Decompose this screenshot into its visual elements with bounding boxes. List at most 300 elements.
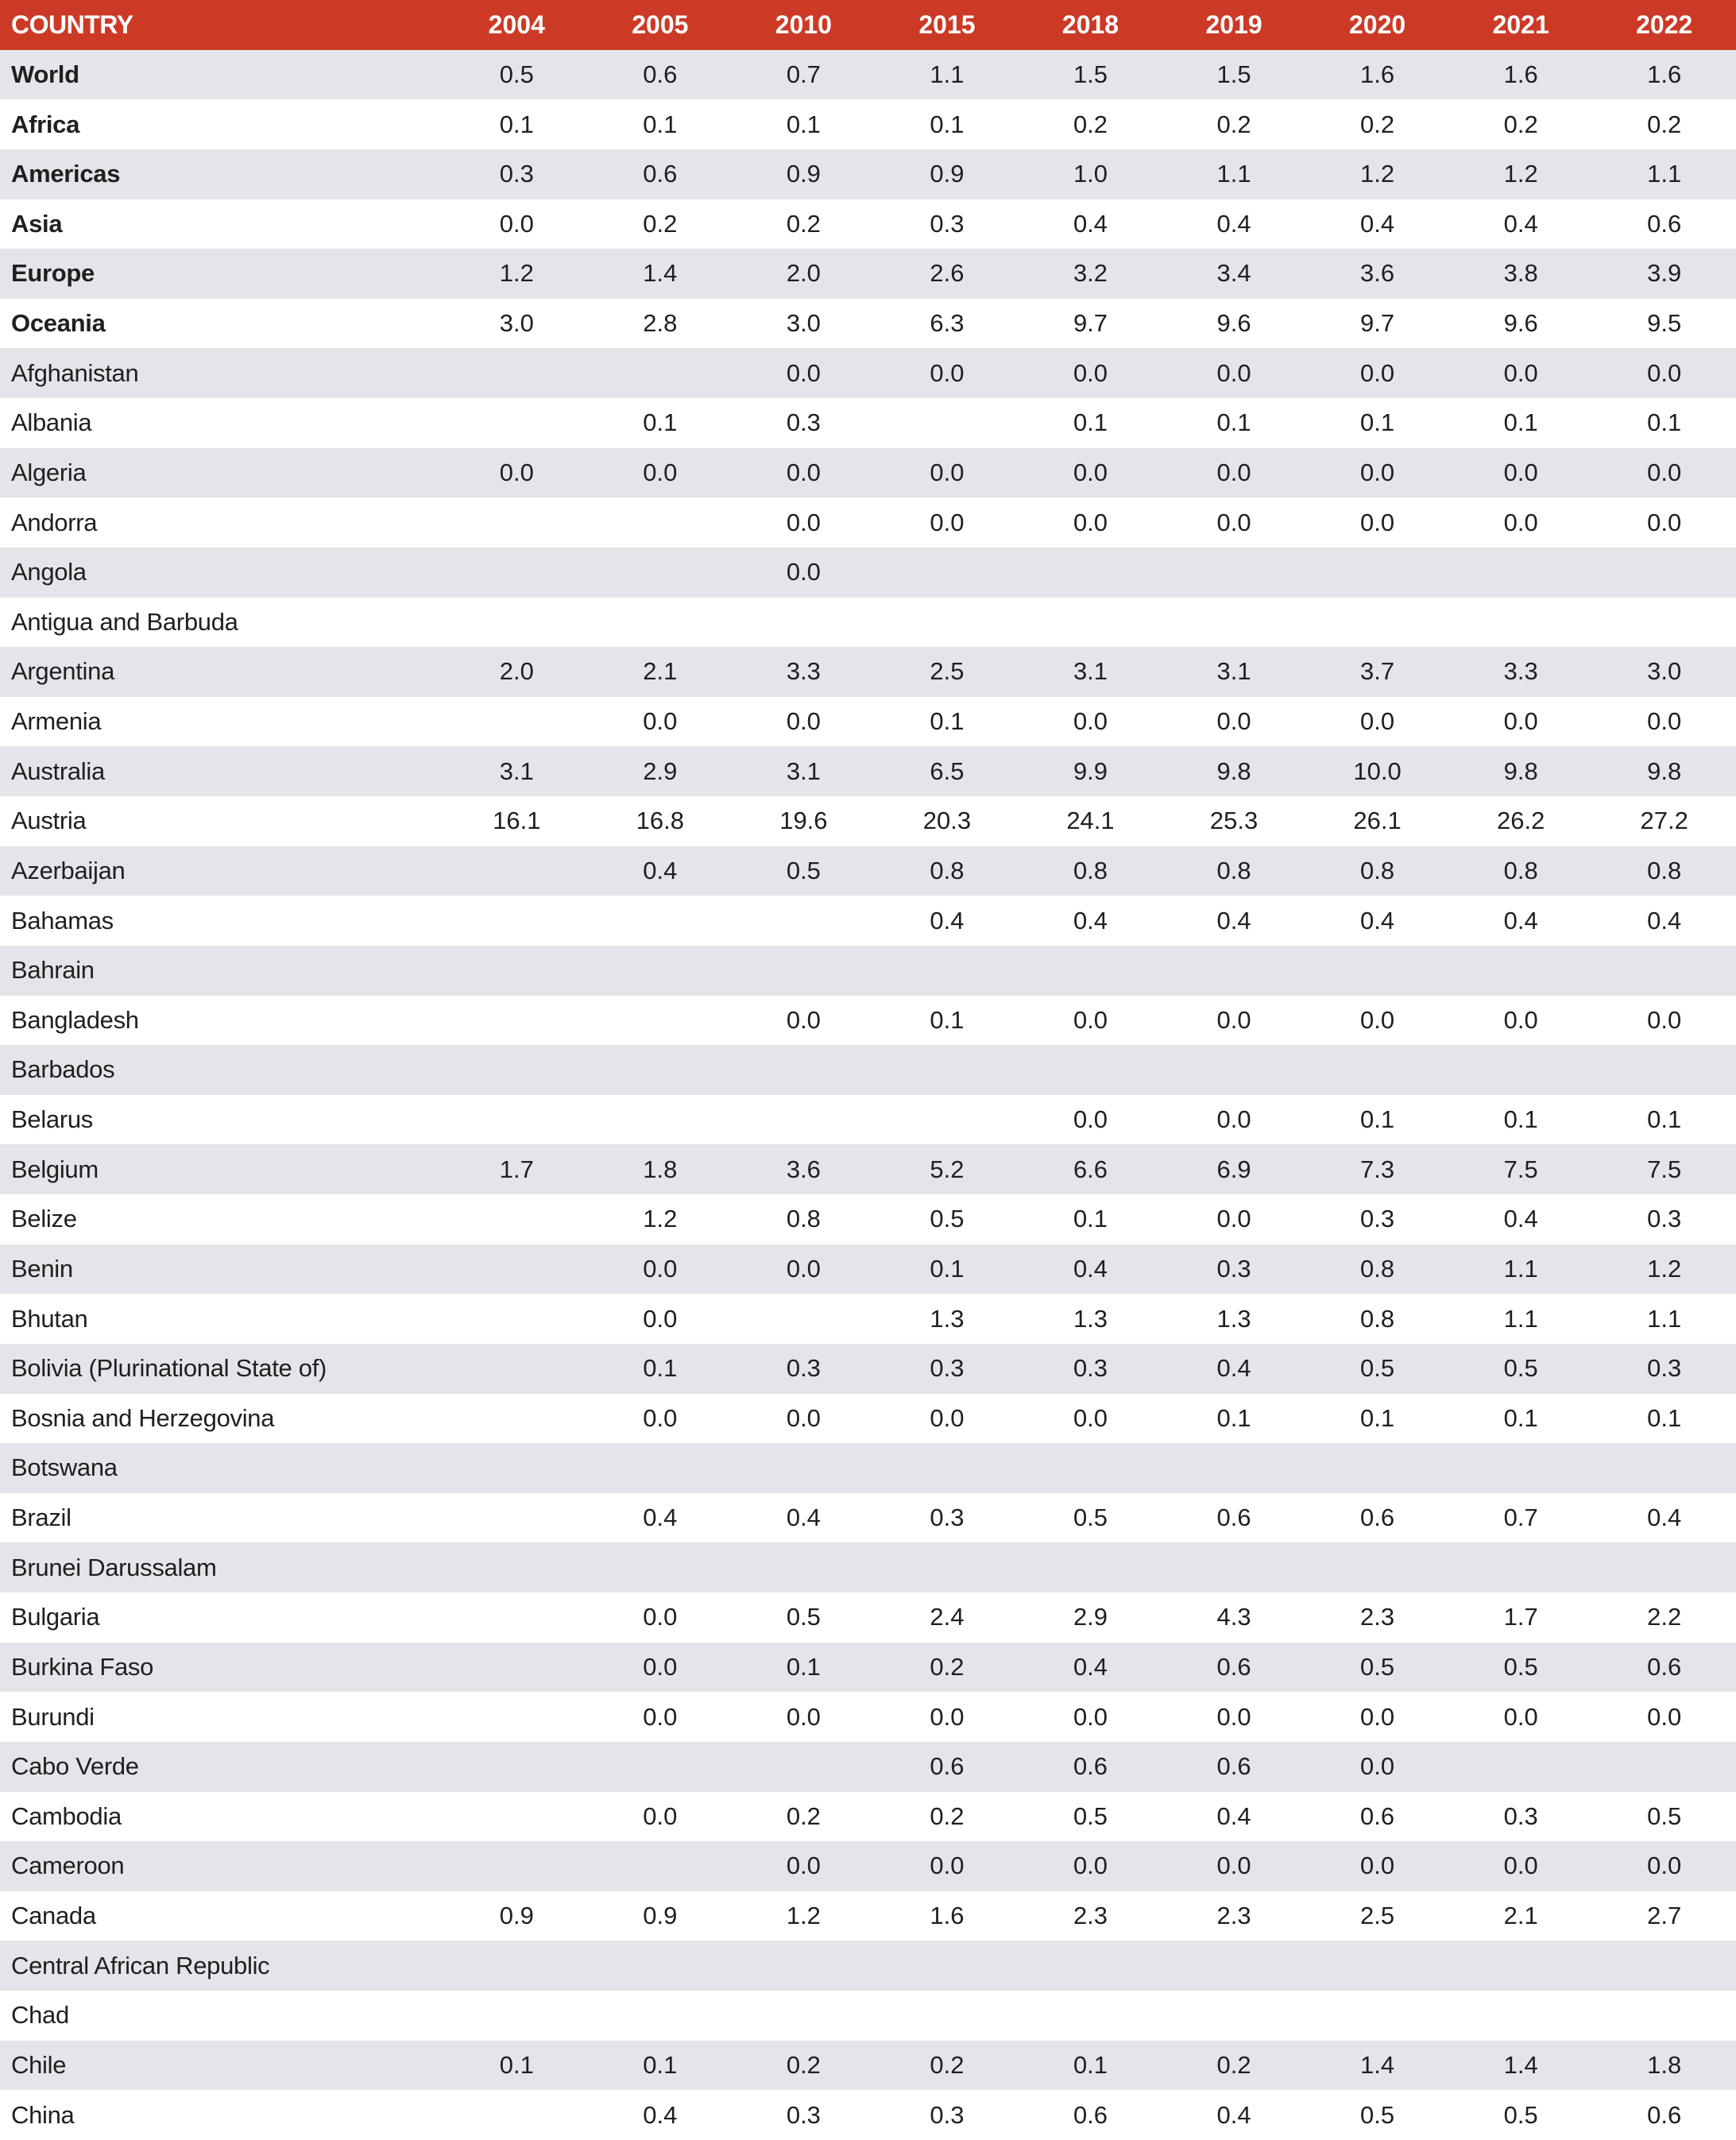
value-cell-2020: 2.5 — [1360, 1902, 1395, 1930]
table-row — [0, 1294, 1736, 1344]
value-cell-2015: 0.0 — [930, 458, 965, 486]
table-row — [0, 199, 1736, 250]
value-cell-2015: 1.6 — [930, 1902, 965, 1930]
value-cell-2005: 2.9 — [643, 757, 678, 785]
value-cell-2021: 1.6 — [1503, 60, 1538, 88]
value-cell-2022: 9.5 — [1647, 309, 1682, 338]
country-name-cell: Bahrain — [11, 956, 95, 985]
value-cell-2022: 0.6 — [1647, 2100, 1682, 2129]
country-name-cell: Bhutan — [11, 1304, 88, 1333]
table-row — [0, 348, 1736, 398]
country-name-cell: Belize — [11, 1205, 77, 1233]
value-cell-2005: 0.0 — [643, 707, 678, 736]
value-cell-2019: 9.8 — [1216, 757, 1251, 785]
value-cell-2005: 2.8 — [643, 309, 678, 338]
column-header-2004: 2004 — [488, 10, 545, 39]
column-header-2022: 2022 — [1636, 10, 1693, 39]
value-cell-2021: 3.3 — [1503, 657, 1538, 686]
value-cell-2005: 0.0 — [643, 1403, 678, 1432]
value-cell-2020: 9.7 — [1360, 309, 1395, 338]
value-cell-2018: 24.1 — [1066, 807, 1115, 835]
country-name-cell: Belarus — [11, 1105, 94, 1134]
value-cell-2021: 0.5 — [1503, 1652, 1538, 1681]
table-row — [0, 1841, 1736, 1891]
value-cell-2022: 0.0 — [1647, 1005, 1682, 1034]
value-cell-2018: 0.0 — [1073, 1105, 1108, 1134]
table-row — [0, 1692, 1736, 1742]
value-cell-2018: 0.0 — [1073, 1702, 1108, 1731]
value-cell-2010: 3.3 — [786, 657, 821, 686]
country-name-cell: China — [11, 2100, 75, 2129]
value-cell-2005: 0.1 — [643, 1354, 678, 1383]
value-cell-2022: 0.0 — [1647, 1852, 1682, 1880]
table-row — [0, 50, 1736, 100]
value-cell-2020: 0.1 — [1360, 1105, 1395, 1134]
column-header-2020: 2020 — [1349, 10, 1406, 39]
value-cell-2010: 0.4 — [786, 1503, 821, 1532]
value-cell-2015: 6.5 — [930, 757, 965, 785]
value-cell-2022: 0.0 — [1647, 458, 1682, 486]
value-cell-2020: 0.6 — [1360, 1801, 1395, 1830]
country-name-cell: Australia — [11, 757, 105, 785]
value-cell-2019: 0.1 — [1216, 408, 1251, 437]
value-cell-2004: 16.1 — [493, 807, 541, 835]
value-cell-2018: 0.4 — [1073, 1254, 1108, 1283]
table-row — [0, 2041, 1736, 2091]
value-cell-2022: 1.2 — [1647, 1254, 1682, 1283]
value-cell-2022: 0.5 — [1647, 1801, 1682, 1830]
value-cell-2015: 0.3 — [930, 2100, 965, 2129]
country-name-cell: Angola — [11, 558, 87, 586]
value-cell-2021: 9.8 — [1503, 757, 1538, 785]
table-row — [0, 1095, 1736, 1145]
value-cell-2019: 1.5 — [1216, 60, 1251, 88]
value-cell-2010: 0.5 — [786, 856, 821, 884]
value-cell-2022: 0.4 — [1647, 1503, 1682, 1532]
value-cell-2021: 0.0 — [1503, 707, 1538, 736]
value-cell-2010: 0.0 — [786, 458, 821, 486]
value-cell-2018: 3.1 — [1073, 657, 1108, 686]
value-cell-2021: 0.5 — [1503, 1354, 1538, 1383]
value-cell-2019: 0.0 — [1216, 1702, 1251, 1731]
value-cell-2005: 16.8 — [636, 807, 684, 835]
value-cell-2020: 3.6 — [1360, 259, 1395, 288]
value-cell-2021: 3.8 — [1503, 259, 1538, 288]
value-cell-2005: 2.1 — [643, 657, 678, 686]
value-cell-2022: 27.2 — [1640, 807, 1688, 835]
value-cell-2010: 0.0 — [786, 1403, 821, 1432]
value-cell-2004: 3.0 — [499, 309, 534, 338]
value-cell-2019: 3.1 — [1216, 657, 1251, 686]
value-cell-2005: 0.6 — [643, 160, 678, 188]
value-cell-2004: 0.0 — [499, 209, 534, 238]
table-row — [0, 448, 1736, 498]
table-row — [0, 598, 1736, 648]
table-row — [0, 1991, 1736, 2041]
table-row — [0, 896, 1736, 946]
value-cell-2015: 0.2 — [930, 1801, 965, 1830]
value-cell-2015: 2.5 — [930, 657, 965, 686]
table-row — [0, 548, 1736, 598]
value-cell-2020: 26.1 — [1353, 807, 1402, 835]
value-cell-2021: 2.1 — [1503, 1902, 1538, 1930]
value-cell-2019: 0.0 — [1216, 508, 1251, 536]
value-cell-2018: 1.5 — [1073, 60, 1108, 88]
value-cell-2022: 1.6 — [1647, 60, 1682, 88]
country-name-cell: Argentina — [11, 657, 115, 686]
value-cell-2019: 0.6 — [1216, 1503, 1251, 1532]
country-name-cell: Albania — [11, 408, 92, 437]
value-cell-2015: 0.0 — [930, 1403, 965, 1432]
table-header — [0, 0, 1736, 50]
country-name-cell: Austria — [11, 807, 87, 835]
country-name-cell: Brazil — [11, 1503, 72, 1532]
value-cell-2020: 0.0 — [1360, 458, 1395, 486]
value-cell-2004: 0.1 — [499, 110, 534, 138]
country-name-cell: Benin — [11, 1254, 73, 1283]
value-cell-2005: 1.8 — [643, 1155, 678, 1183]
value-cell-2004: 0.0 — [499, 458, 534, 486]
table-row — [0, 398, 1736, 448]
value-cell-2019: 0.6 — [1216, 1652, 1251, 1681]
value-cell-2005: 0.2 — [643, 209, 678, 238]
value-cell-2018: 1.3 — [1073, 1304, 1108, 1333]
value-cell-2019: 25.3 — [1209, 807, 1259, 835]
value-cell-2015: 6.3 — [930, 309, 965, 338]
value-cell-2022: 0.3 — [1647, 1205, 1682, 1233]
value-cell-2015: 0.3 — [930, 1354, 965, 1383]
country-name-cell: Andorra — [11, 508, 98, 536]
value-cell-2019: 9.6 — [1216, 309, 1251, 338]
table-row — [0, 1643, 1736, 1693]
value-cell-2018: 2.9 — [1073, 1603, 1108, 1631]
table-row — [0, 1941, 1736, 1991]
table-row — [0, 746, 1736, 796]
table-row — [0, 149, 1736, 199]
value-cell-2020: 0.8 — [1360, 856, 1395, 884]
value-cell-2005: 1.4 — [643, 259, 678, 288]
value-cell-2020: 0.8 — [1360, 1254, 1395, 1283]
value-cell-2005: 0.0 — [643, 1702, 678, 1731]
value-cell-2010: 0.0 — [786, 707, 821, 736]
value-cell-2005: 0.1 — [643, 110, 678, 138]
value-cell-2018: 0.0 — [1073, 1403, 1108, 1432]
value-cell-2019: 0.0 — [1216, 1852, 1251, 1880]
value-cell-2010: 0.9 — [786, 160, 821, 188]
value-cell-2022: 0.6 — [1647, 209, 1682, 238]
value-cell-2022: 0.6 — [1647, 1652, 1682, 1681]
table-row — [0, 1443, 1736, 1493]
value-cell-2021: 0.3 — [1503, 1801, 1538, 1830]
value-cell-2020: 0.1 — [1360, 1403, 1395, 1432]
value-cell-2020: 0.0 — [1360, 358, 1395, 387]
value-cell-2022: 0.0 — [1647, 707, 1682, 736]
value-cell-2019: 4.3 — [1216, 1603, 1251, 1631]
value-cell-2004: 0.1 — [499, 2050, 534, 2079]
country-name-cell: Botswana — [11, 1453, 118, 1482]
country-name-cell: Bangladesh — [11, 1005, 139, 1034]
value-cell-2021: 0.1 — [1503, 1105, 1538, 1134]
value-cell-2022: 0.1 — [1647, 1403, 1682, 1432]
value-cell-2021: 0.1 — [1503, 1403, 1538, 1432]
country-name-cell: Burundi — [11, 1702, 95, 1731]
value-cell-2019: 0.4 — [1216, 906, 1251, 935]
value-cell-2010: 0.3 — [786, 408, 821, 437]
value-cell-2005: 0.0 — [643, 1304, 678, 1333]
value-cell-2022: 0.0 — [1647, 1702, 1682, 1731]
value-cell-2005: 1.2 — [643, 1205, 678, 1233]
value-cell-2020: 10.0 — [1353, 757, 1402, 785]
table-row — [0, 796, 1736, 846]
table-row — [0, 1542, 1736, 1592]
value-cell-2021: 0.4 — [1503, 906, 1538, 935]
value-cell-2022: 0.3 — [1647, 1354, 1682, 1383]
value-cell-2021: 1.1 — [1503, 1304, 1538, 1333]
value-cell-2019: 0.0 — [1216, 358, 1251, 387]
table-row — [0, 697, 1736, 747]
value-cell-2015: 0.1 — [930, 1254, 965, 1283]
value-cell-2020: 0.0 — [1360, 1005, 1395, 1034]
country-name-cell: Belgium — [11, 1155, 99, 1183]
value-cell-2022: 0.1 — [1647, 1105, 1682, 1134]
value-cell-2022: 1.8 — [1647, 2050, 1682, 2079]
value-cell-2005: 0.1 — [643, 408, 678, 437]
value-cell-2019: 0.3 — [1216, 1254, 1251, 1283]
country-name-cell: Azerbaijan — [11, 856, 126, 884]
table-row — [0, 1244, 1736, 1294]
value-cell-2018: 0.5 — [1073, 1801, 1108, 1830]
value-cell-2019: 0.0 — [1216, 1005, 1251, 1034]
value-cell-2015: 0.1 — [930, 1005, 965, 1034]
value-cell-2015: 20.3 — [922, 807, 972, 835]
value-cell-2018: 0.2 — [1073, 110, 1108, 138]
table-row — [0, 1742, 1736, 1792]
country-name-cell: Antigua and Barbuda — [11, 607, 238, 636]
country-name-cell: Bolivia (Plurinational State of) — [11, 1354, 327, 1383]
value-cell-2021: 0.0 — [1503, 1702, 1538, 1731]
value-cell-2019: 0.0 — [1216, 458, 1251, 486]
column-header-2018: 2018 — [1061, 10, 1119, 39]
value-cell-2022: 0.0 — [1647, 358, 1682, 387]
value-cell-2010: 0.2 — [786, 209, 821, 238]
value-cell-2015: 0.3 — [930, 209, 965, 238]
value-cell-2020: 0.0 — [1360, 1702, 1395, 1731]
value-cell-2019: 0.4 — [1216, 2100, 1251, 2129]
value-cell-2010: 0.2 — [786, 1801, 821, 1830]
value-cell-2020: 1.4 — [1360, 2050, 1395, 2079]
value-cell-2010: 0.1 — [786, 1652, 821, 1681]
table-row — [0, 99, 1736, 149]
value-cell-2019: 0.2 — [1216, 110, 1251, 138]
column-header-2015: 2015 — [918, 10, 976, 39]
country-name-cell: Central African Republic — [11, 1951, 270, 1979]
value-cell-2018: 0.0 — [1073, 508, 1108, 536]
country-name-cell: Africa — [11, 110, 80, 138]
value-cell-2018: 0.3 — [1073, 1354, 1108, 1383]
value-cell-2021: 1.4 — [1503, 2050, 1538, 2079]
value-cell-2020: 3.7 — [1360, 657, 1395, 686]
value-cell-2020: 2.3 — [1360, 1603, 1395, 1631]
value-cell-2019: 0.2 — [1216, 2050, 1251, 2079]
value-cell-2021: 1.1 — [1503, 1254, 1538, 1283]
value-cell-2021: 0.1 — [1503, 408, 1538, 437]
value-cell-2021: 0.0 — [1503, 458, 1538, 486]
value-cell-2018: 0.0 — [1073, 1005, 1108, 1034]
value-cell-2018: 0.0 — [1073, 1852, 1108, 1880]
value-cell-2020: 0.3 — [1360, 1205, 1395, 1233]
value-cell-2020: 0.6 — [1360, 1503, 1395, 1532]
country-name-cell: Americas — [11, 160, 121, 188]
value-cell-2021: 0.0 — [1503, 508, 1538, 536]
table-row — [0, 299, 1736, 349]
value-cell-2021: 0.0 — [1503, 358, 1538, 387]
value-cell-2015: 2.4 — [930, 1603, 965, 1631]
country-name-cell: Asia — [11, 209, 63, 238]
table-row — [0, 1045, 1736, 1095]
value-cell-2015: 0.0 — [930, 508, 965, 536]
value-cell-2018: 0.4 — [1073, 1652, 1108, 1681]
value-cell-2010: 0.0 — [786, 358, 821, 387]
value-cell-2004: 1.7 — [499, 1155, 534, 1183]
value-cell-2019: 0.4 — [1216, 1354, 1251, 1383]
value-cell-2021: 0.0 — [1503, 1852, 1538, 1880]
value-cell-2019: 1.1 — [1216, 160, 1251, 188]
value-cell-2022: 3.0 — [1647, 657, 1682, 686]
value-cell-2015: 0.0 — [930, 1702, 965, 1731]
value-cell-2010: 0.7 — [786, 60, 821, 88]
country-name-cell: Brunei Darussalam — [11, 1553, 217, 1581]
value-cell-2005: 0.0 — [643, 458, 678, 486]
value-cell-2010: 19.6 — [779, 807, 828, 835]
value-cell-2019: 0.4 — [1216, 209, 1251, 238]
table-row — [0, 647, 1736, 697]
table-row — [0, 1144, 1736, 1194]
value-cell-2022: 2.2 — [1647, 1603, 1682, 1631]
value-cell-2005: 0.0 — [643, 1254, 678, 1283]
column-header-2010: 2010 — [775, 10, 832, 39]
value-cell-2005: 0.4 — [643, 2100, 678, 2129]
value-cell-2022: 0.0 — [1647, 508, 1682, 536]
value-cell-2022: 0.1 — [1647, 408, 1682, 437]
value-cell-2018: 9.9 — [1073, 757, 1108, 785]
value-cell-2015: 1.3 — [930, 1304, 965, 1333]
value-cell-2022: 9.8 — [1647, 757, 1682, 785]
value-cell-2018: 6.6 — [1073, 1155, 1108, 1183]
value-cell-2018: 0.6 — [1073, 1752, 1108, 1781]
value-cell-2004: 1.2 — [499, 259, 534, 288]
value-cell-2021: 0.4 — [1503, 1205, 1538, 1233]
value-cell-2019: 6.9 — [1216, 1155, 1251, 1183]
value-cell-2020: 0.5 — [1360, 2100, 1395, 2129]
value-cell-2020: 0.5 — [1360, 1354, 1395, 1383]
value-cell-2018: 9.7 — [1073, 309, 1108, 338]
column-header-country: COUNTRY — [11, 10, 133, 39]
value-cell-2021: 0.4 — [1503, 209, 1538, 238]
value-cell-2010: 0.3 — [786, 2100, 821, 2129]
value-cell-2021: 0.8 — [1503, 856, 1538, 884]
value-cell-2021: 0.2 — [1503, 110, 1538, 138]
table-row — [0, 1891, 1736, 1941]
value-cell-2004: 0.9 — [499, 1902, 534, 1930]
country-name-cell: Canada — [11, 1902, 96, 1930]
value-cell-2015: 0.4 — [930, 906, 965, 935]
value-cell-2019: 0.0 — [1216, 707, 1251, 736]
value-cell-2010: 0.0 — [786, 508, 821, 536]
value-cell-2022: 1.1 — [1647, 1304, 1682, 1333]
value-cell-2020: 1.6 — [1360, 60, 1395, 88]
country-name-cell: Europe — [11, 259, 95, 288]
value-cell-2020: 0.8 — [1360, 1304, 1395, 1333]
value-cell-2021: 0.5 — [1503, 2100, 1538, 2129]
value-cell-2018: 0.0 — [1073, 458, 1108, 486]
value-cell-2015: 0.2 — [930, 1652, 965, 1681]
value-cell-2019: 0.6 — [1216, 1752, 1251, 1781]
table-row — [0, 1194, 1736, 1244]
value-cell-2018: 0.5 — [1073, 1503, 1108, 1532]
value-cell-2022: 7.5 — [1647, 1155, 1682, 1183]
value-cell-2022: 0.8 — [1647, 856, 1682, 884]
value-cell-2005: 0.1 — [643, 2050, 678, 2079]
value-cell-2015: 0.5 — [930, 1205, 965, 1233]
value-cell-2019: 3.4 — [1216, 259, 1251, 288]
country-name-cell: Chad — [11, 2001, 69, 2030]
value-cell-2021: 1.2 — [1503, 160, 1538, 188]
value-cell-2020: 0.4 — [1360, 906, 1395, 935]
value-cell-2004: 0.3 — [499, 160, 534, 188]
value-cell-2020: 1.2 — [1360, 160, 1395, 188]
country-name-cell: Bosnia and Herzegovina — [11, 1403, 275, 1432]
value-cell-2021: 9.6 — [1503, 309, 1538, 338]
value-cell-2010: 0.5 — [786, 1603, 821, 1631]
column-header-2021: 2021 — [1492, 10, 1549, 39]
value-cell-2022: 0.2 — [1647, 110, 1682, 138]
value-cell-2010: 0.1 — [786, 110, 821, 138]
value-cell-2010: 1.2 — [786, 1902, 821, 1930]
value-cell-2015: 0.1 — [930, 707, 965, 736]
value-cell-2015: 2.6 — [930, 259, 965, 288]
value-cell-2021: 1.7 — [1503, 1603, 1538, 1631]
table-row — [0, 996, 1736, 1046]
country-name-cell: Oceania — [11, 309, 106, 338]
value-cell-2019: 0.0 — [1216, 1205, 1251, 1233]
value-cell-2020: 0.5 — [1360, 1652, 1395, 1681]
value-cell-2022: 1.1 — [1647, 160, 1682, 188]
value-cell-2015: 0.0 — [930, 1852, 965, 1880]
value-cell-2018: 2.3 — [1073, 1902, 1108, 1930]
table-row — [0, 846, 1736, 896]
value-cell-2010: 2.0 — [786, 259, 821, 288]
value-cell-2019: 0.1 — [1216, 1403, 1251, 1432]
value-cell-2005: 0.0 — [643, 1603, 678, 1631]
value-cell-2005: 0.0 — [643, 1652, 678, 1681]
table-row — [0, 1792, 1736, 1842]
value-cell-2015: 0.6 — [930, 1752, 965, 1781]
value-cell-2020: 0.0 — [1360, 707, 1395, 736]
value-cell-2010: 3.6 — [786, 1155, 821, 1183]
value-cell-2018: 0.6 — [1073, 2100, 1108, 2129]
value-cell-2020: 0.1 — [1360, 408, 1395, 437]
value-cell-2019: 0.8 — [1216, 856, 1251, 884]
country-name-cell: Cabo Verde — [11, 1752, 139, 1781]
value-cell-2020: 0.0 — [1360, 508, 1395, 536]
value-cell-2018: 0.1 — [1073, 408, 1108, 437]
value-cell-2018: 0.0 — [1073, 358, 1108, 387]
country-name-cell: Cambodia — [11, 1801, 122, 1830]
value-cell-2019: 0.4 — [1216, 1801, 1251, 1830]
value-cell-2010: 3.0 — [786, 309, 821, 338]
value-cell-2018: 0.8 — [1073, 856, 1108, 884]
value-cell-2005: 0.9 — [643, 1902, 678, 1930]
